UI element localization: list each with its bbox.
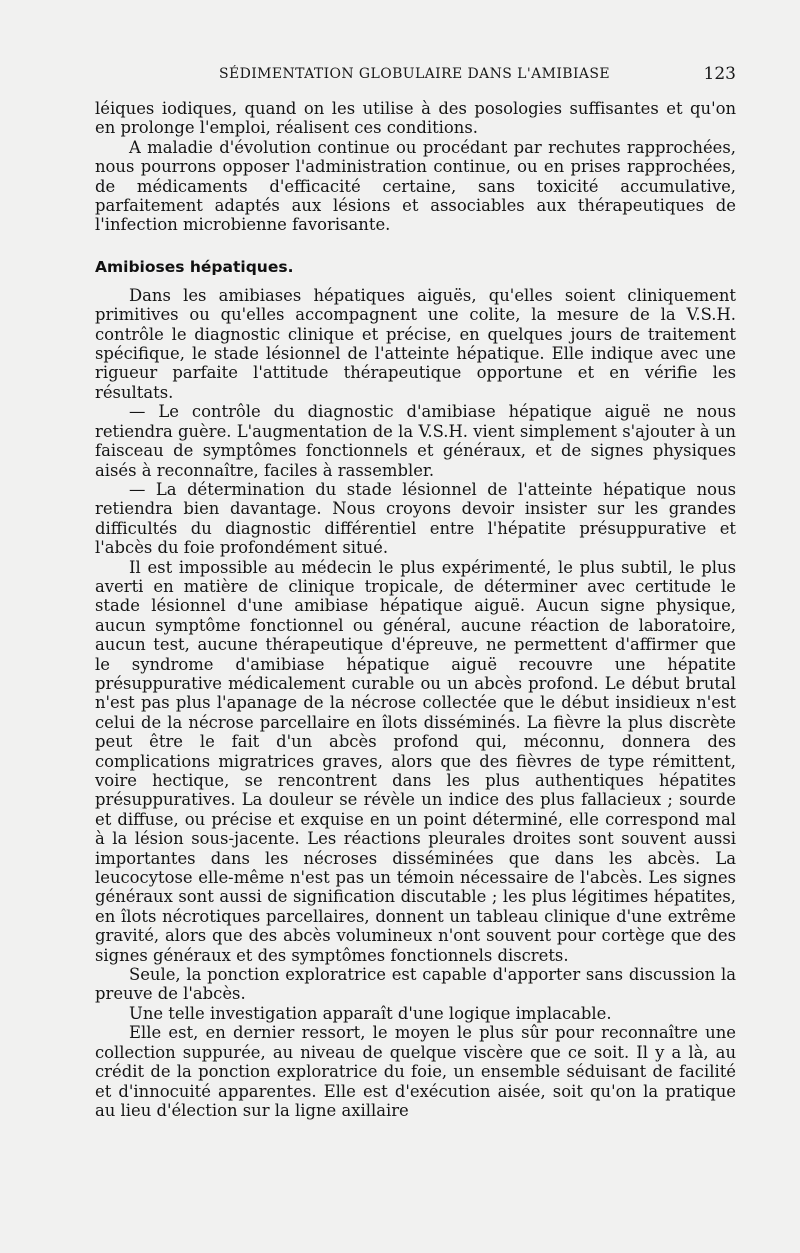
paragraph: léiques iodiques, quand on les utilise à des posologies suffisantes et qu'on en prolonge l'emploi, réalisent ces conditions. [95,99,736,138]
body-text [95,99,736,1120]
page-number: 123 [703,64,736,84]
paragraph: Une telle investigation apparaît d'une logique implacable. [129,1003,612,1023]
running-head [95,66,736,88]
paragraph: Dans les amibiases hépatiques aiguës, qu'elles soient cliniquement primitives ou qu'elles accompagnent une colite, la mesure de la V.S.H. contrôle le diagnostic clinique et précise, en quelques jours de traitement spécifique, le stade lésionnel de l'atteinte hépatique. Elle indique avec une rigueur parfaite l'attitude thérapeutique opportune et en vérifie les résultats. [95,285,736,402]
section-heading: Amibioses hépatiques. [95,257,294,276]
paragraph: Elle est, en dernier ressort, le moyen le plus sûr pour reconnaître une collection suppurée, au niveau de quelque viscère que ce soit. Il y a là, au crédit de la ponction exploratrice du foie, un ensemble séduisant de facilité et d'innocuité apparentes. Elle est d'exécution aisée, soit qu'on la pratique au lieu d'élection sur la ligne axillaire [95,1023,736,1120]
paragraph: A maladie d'évolution continue ou procédant par rechutes rapprochées, nous pourrons opposer l'administration continue, ou en prises rapprochées, de médicaments d'efficacité certaine, sans toxicité accumulative, parfaitement adaptés aux lésions et associables aux thérapeutiques de l'infection microbienne favorisante. [95,137,736,235]
paragraph: — Le contrôle du diagnostic d'amibiase hépatique aiguë ne nous retiendra guère. L'augmentation de la V.S.H. vient simplement s'ajouter à un faisceau de symptômes fonctionnels et généraux, et de signes physiques aisés à reconnaître, faciles à rassembler. [95,402,736,480]
paragraph: Seule, la ponction exploratrice est capable d'apporter sans discussion la preuve de l'abcès. [95,965,736,1004]
paragraph: — La détermination du stade lésionnel de l'atteinte hépatique nous retiendra bien davantage. Nous croyons devoir insister sur les grandes difficultés du diagnostic différentiel entre l'hépatite présuppurative et l'abcès du foie profondément situé. [95,479,736,558]
running-title: SÉDIMENTATION GLOBULAIRE DANS L'AMIBIASE [219,66,611,82]
paragraph: Il est impossible au médecin le plus expérimenté, le plus subtil, le plus averti en matière de clinique tropicale, de déterminer avec certitude le stade lésionnel d'une amibiase hépatique aiguë. Aucun signe physique, aucun symptôme fonctionnel ou général, aucune réaction de laboratoire, aucun test, aucune thérapeutique d'épreuve, ne permettent d'affirmer que le syndrome d'amibiase hépatique aiguë recouvre une hépatite présuppurative médicalement curable ou un abcès profond. Le début brutal n'est pas plus l'apanage de la nécrose collectée que le début insidieux n'est celui de la nécrose parcellaire en îlots disséminés. La fièvre la plus discrète peut être le fait d'un abcès profond qui, méconnu, donnera des complications migratrices graves, alors que des fièvres de type rémittent, voire hectique, se rencontrent dans les plus authentiques hépatites présuppuratives. La douleur se révèle un indice des plus fallacieux ; sourde et diffuse, ou précise et exquise en un point déterminé, elle correspond mal à la lésion sous-jacente. Les réactions pleurales droites sont souvent aussi importantes dans les nécroses disséminées que dans les abcès. La leucocytose elle-même n'est pas un témoin nécessaire de l'abcès. Les signes généraux sont aussi de signification discutable ; les plus légitimes hépatites, en îlots nécrotiques parcellaires, donnent un tableau clinique d'une extrême gravité, alors que des abcès volumineux n'ont souvent pour cortège que des signes généraux et des symptômes fonctionnels discrets. [95,557,736,965]
